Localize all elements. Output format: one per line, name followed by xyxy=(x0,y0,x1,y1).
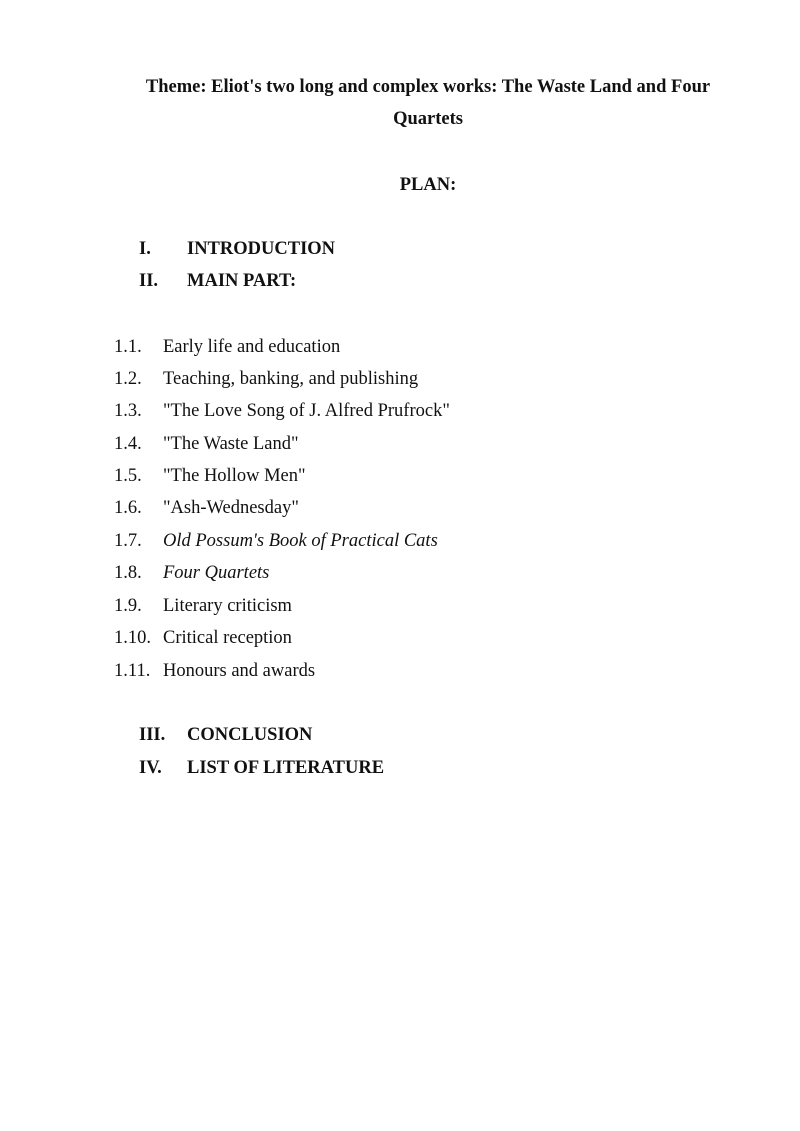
subsection-number: 1.6. xyxy=(114,498,142,518)
subsection-number: 1.5. xyxy=(114,466,142,486)
section-label: LIST OF LITERATURE xyxy=(187,758,385,778)
subsection-number: 1.11. xyxy=(114,661,151,681)
subsection-number: 1.8. xyxy=(114,563,142,583)
section-number: II. xyxy=(139,271,159,291)
subsection-number: 1.9. xyxy=(114,596,142,616)
subsection-number: 1.10. xyxy=(114,628,151,648)
section-number: I. xyxy=(139,239,151,259)
document-title-line-2: Quartets xyxy=(393,109,463,129)
subsection-number: 1.2. xyxy=(114,369,142,389)
subsection-label: "Ash-Wednesday" xyxy=(163,498,299,518)
subsection-label: "The Hollow Men" xyxy=(163,466,306,486)
section-label: CONCLUSION xyxy=(187,725,313,745)
section-number: IV. xyxy=(139,758,162,778)
subsection-number: 1.1. xyxy=(114,337,142,357)
subsection-number: 1.3. xyxy=(114,401,142,421)
subsection-label: Honours and awards xyxy=(163,661,316,681)
subsection-label: Four Quartets xyxy=(163,563,270,583)
subsection-label: Critical reception xyxy=(163,628,292,648)
subsection-label: Old Possum's Book of Practical Cats xyxy=(163,531,438,551)
subsection-label: Teaching, banking, and publishing xyxy=(163,369,419,389)
subsection-label: "The Love Song of J. Alfred Prufrock" xyxy=(163,401,450,421)
subsection-label: Literary criticism xyxy=(163,596,292,616)
section-number: III. xyxy=(139,725,166,745)
section-label: MAIN PART: xyxy=(187,271,297,291)
subsection-label: Early life and education xyxy=(163,337,341,357)
subsection-number: 1.4. xyxy=(114,434,142,454)
document-title-line-1: Theme: Eliot's two long and complex works: The Waste Land and Four xyxy=(145,77,711,97)
plan-heading: PLAN: xyxy=(399,175,457,195)
subsection-number: 1.7. xyxy=(114,531,142,551)
section-label: INTRODUCTION xyxy=(187,239,336,259)
subsection-label: "The Waste Land" xyxy=(163,434,299,454)
